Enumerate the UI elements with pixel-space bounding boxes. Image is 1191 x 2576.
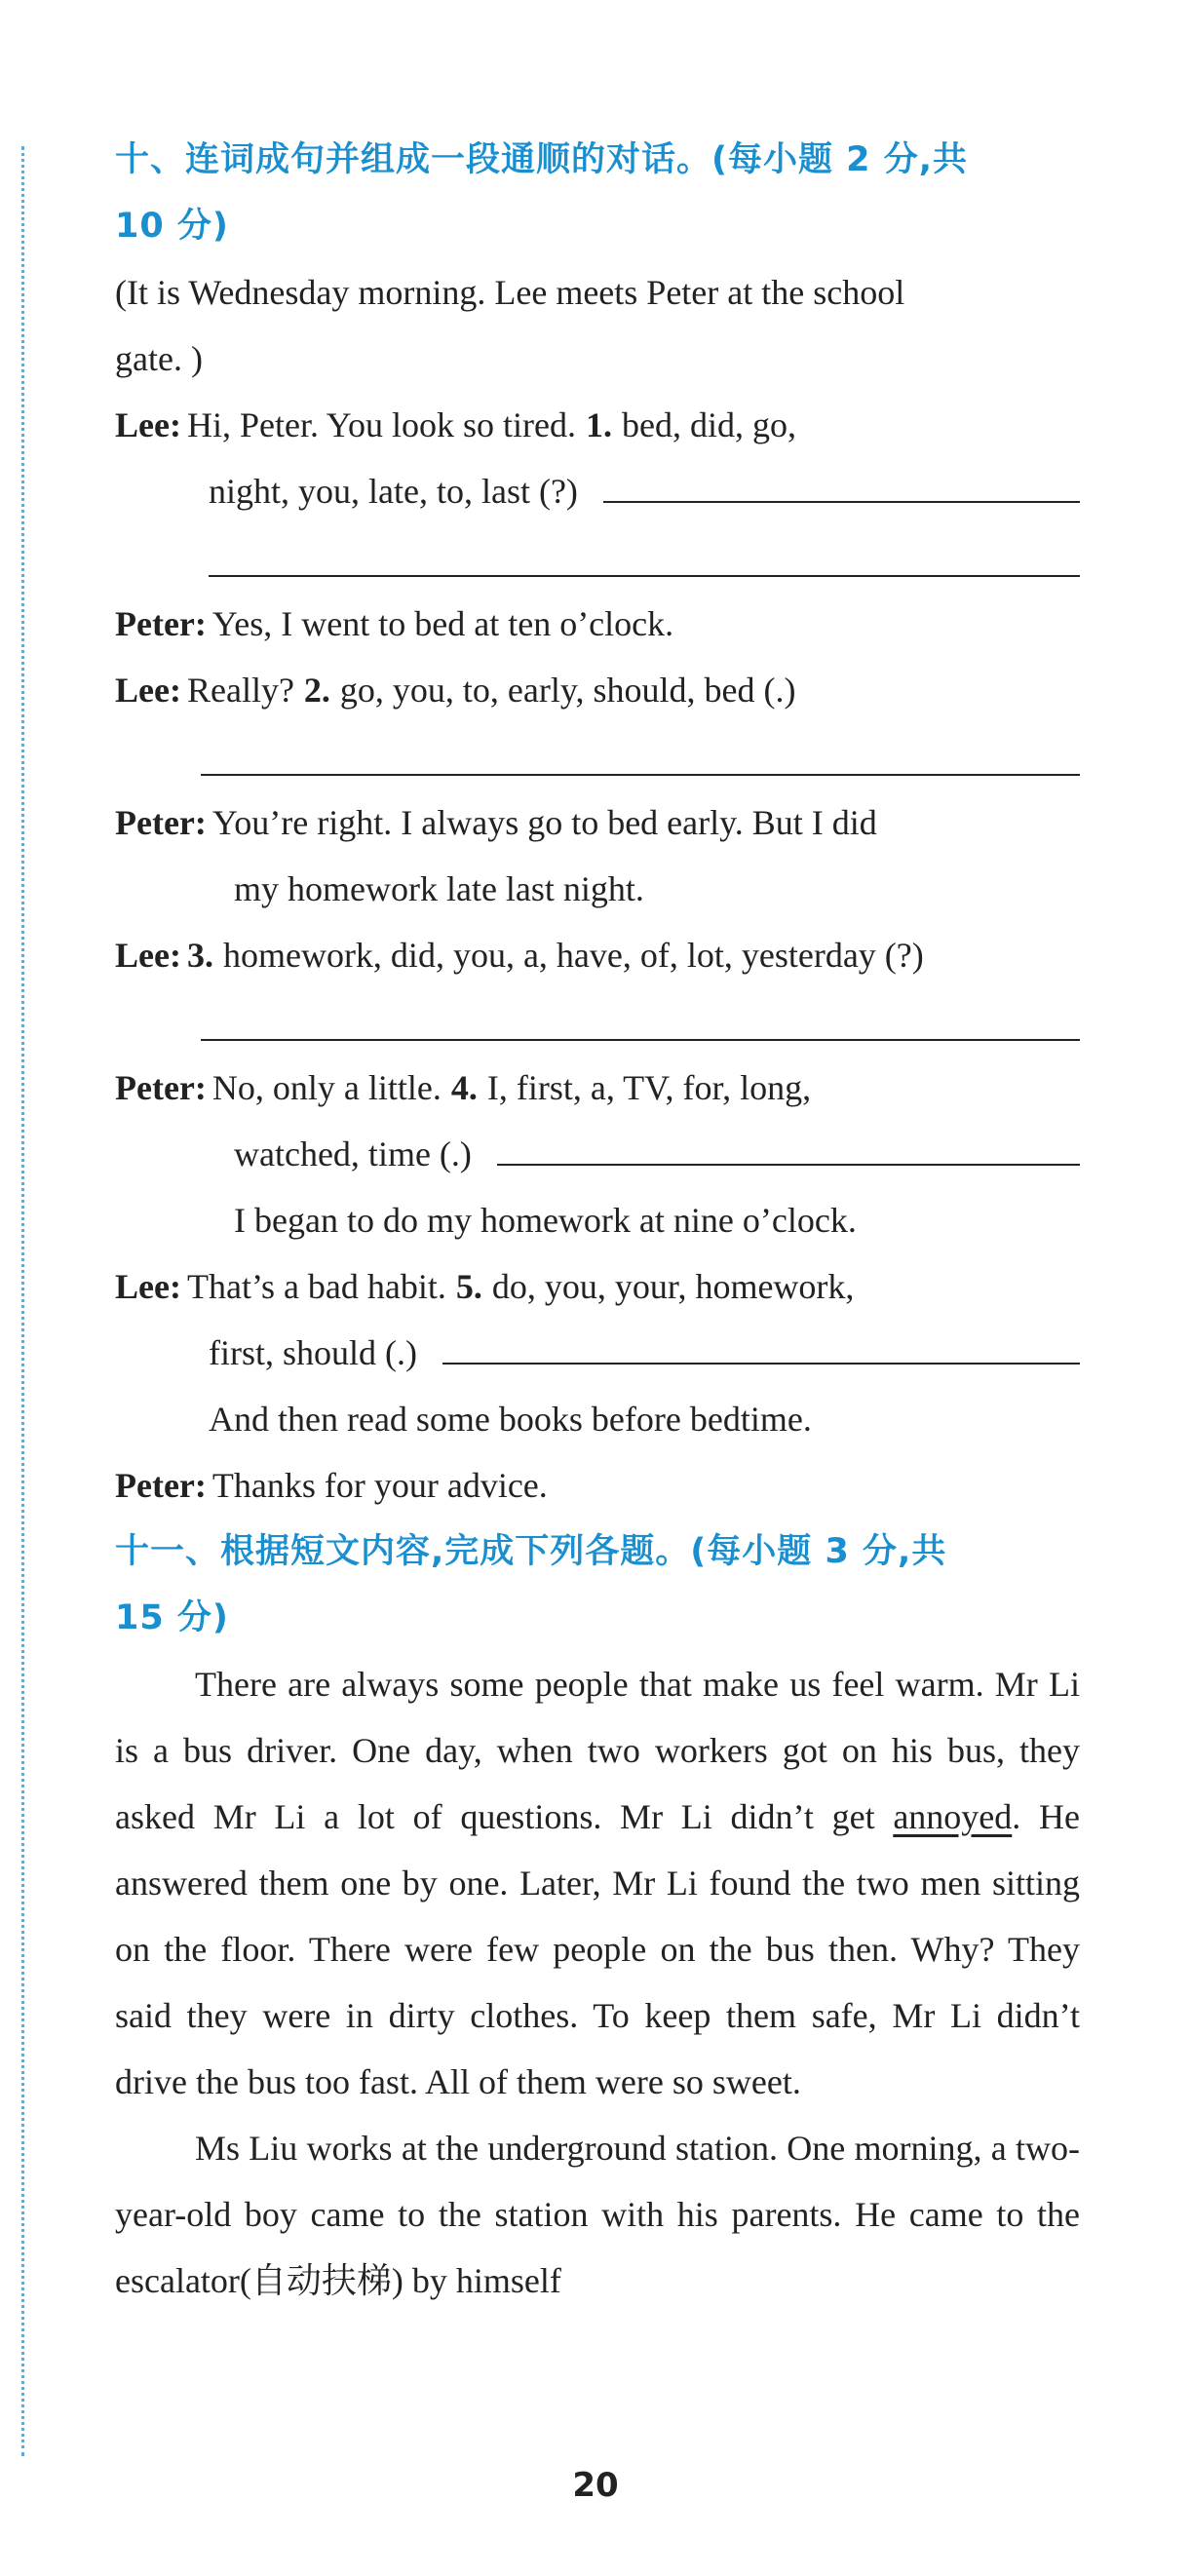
answer-blank-3[interactable]	[201, 1010, 1080, 1041]
speaker-lee: Lee:	[115, 1267, 181, 1306]
dialogue-line-lee-2: Lee: Really? 2. go, you, to, early, should, bed (.)	[115, 657, 1080, 723]
reading-paragraph-1: There are always some people that make us feel warm. Mr Li is a bus driver. One day, when two workers got on his bus, they asked Mr Li a lot of questions. Mr Li didn’t get annoyed. He answered them one by one. Later, Mr Li found the two men sitting on the floor. There were few people on the bus then. Why? They said they were in dirty clothes. To keep them safe, Mr Li didn’t drive the bus too fast. All of them were so sweet.	[115, 1665, 1080, 2101]
dialogue-context: (It is Wednesday morning. Lee meets Peter at the school gate. )	[115, 273, 905, 378]
dialogue-line-peter-2-cont: my homework late last night.	[234, 869, 644, 908]
speaker-peter: Peter:	[115, 604, 207, 643]
dialogue-line-lee-3	[115, 922, 1080, 988]
dialogue-line-lee-1: Lee: Hi, Peter. You look so tired. 1. bed, did, go,	[115, 392, 1080, 458]
reading-paragraph-2: Ms Liu works at the underground station. One morning, a two-year-old boy came to the station with his parents. He came to the escalator(自动扶梯) by himself	[115, 2129, 1080, 2300]
answer-blank-2[interactable]	[201, 745, 1080, 776]
speaker-peter: Peter:	[115, 1068, 207, 1107]
question-4-words: I, first, a, TV, for, long,	[486, 1068, 812, 1107]
question-5-line-2: first, should (.)	[115, 1320, 1080, 1386]
answer-blank-1a[interactable]	[603, 472, 1080, 503]
question-5-words: do, you, your, homework,	[491, 1267, 855, 1306]
dialogue-line-peter-4: Peter: Thanks for your advice.	[115, 1452, 1080, 1519]
question-number-3: 3.	[186, 936, 213, 975]
question-4-line-2: watched, time (.)	[115, 1121, 1080, 1187]
dialogue-line-peter-2: Peter: You’re right. I always go to bed early. But I did	[115, 789, 1080, 856]
speaker-peter: Peter:	[115, 803, 207, 842]
question-3-words: homework, did, you, a, have, of, lot, yesterday (?)	[222, 936, 924, 975]
dialogue-line-lee-4: Lee: That’s a bad habit. 5. do, you, your, homework,	[115, 1253, 1080, 1320]
dialogue-line-peter-3: Peter: No, only a little. 4. I, first, a, TV, for, long,	[115, 1055, 1080, 1121]
question-1-answer-row	[115, 524, 1080, 591]
question-number-4: 4.	[450, 1068, 478, 1107]
question-number-2: 2.	[303, 671, 330, 710]
dialogue-line-peter-1: Peter: Yes, I went to bed at ten o’clock.	[115, 591, 1080, 657]
question-2-answer-row	[115, 723, 1080, 789]
answer-blank-1b[interactable]	[209, 546, 1080, 577]
underlined-word-annoyed: annoyed	[893, 1797, 1013, 1836]
answer-blank-5[interactable]	[442, 1333, 1080, 1365]
section-11	[115, 1519, 1080, 2314]
section-10	[115, 127, 1080, 1519]
dialogue-line-peter-3-cont: I began to do my homework at nine o’clock.	[234, 1201, 857, 1240]
question-2-words: go, you, to, early, should, bed (.)	[339, 671, 796, 710]
section-11-title: 十一、根据短文内容,完成下列各题。(每小题 3 分,共 15 分)	[115, 1532, 947, 1637]
worksheet-page	[115, 127, 1080, 2314]
question-number-1: 1.	[586, 405, 612, 444]
speaker-lee: Lee:	[115, 671, 181, 710]
dialogue-line-lee-4-cont: And then read some books before bedtime.	[209, 1400, 812, 1439]
answer-blank-4[interactable]	[497, 1134, 1080, 1166]
speaker-lee: Lee:	[115, 936, 181, 975]
question-number-5: 5.	[455, 1267, 482, 1306]
speaker-lee: Lee:	[115, 405, 181, 444]
question-3-answer-row	[115, 988, 1080, 1055]
section-10-title: 十、连词成句并组成一段通顺的对话。(每小题 2 分,共 10 分)	[115, 140, 969, 246]
page-number: 20	[572, 2466, 619, 2505]
question-1-words: bed, did, go,	[622, 405, 796, 444]
speaker-peter: Peter:	[115, 1466, 207, 1505]
question-1-line-2: night, you, late, to, last (?)	[115, 458, 1080, 524]
binding-margin-line	[21, 146, 24, 2456]
